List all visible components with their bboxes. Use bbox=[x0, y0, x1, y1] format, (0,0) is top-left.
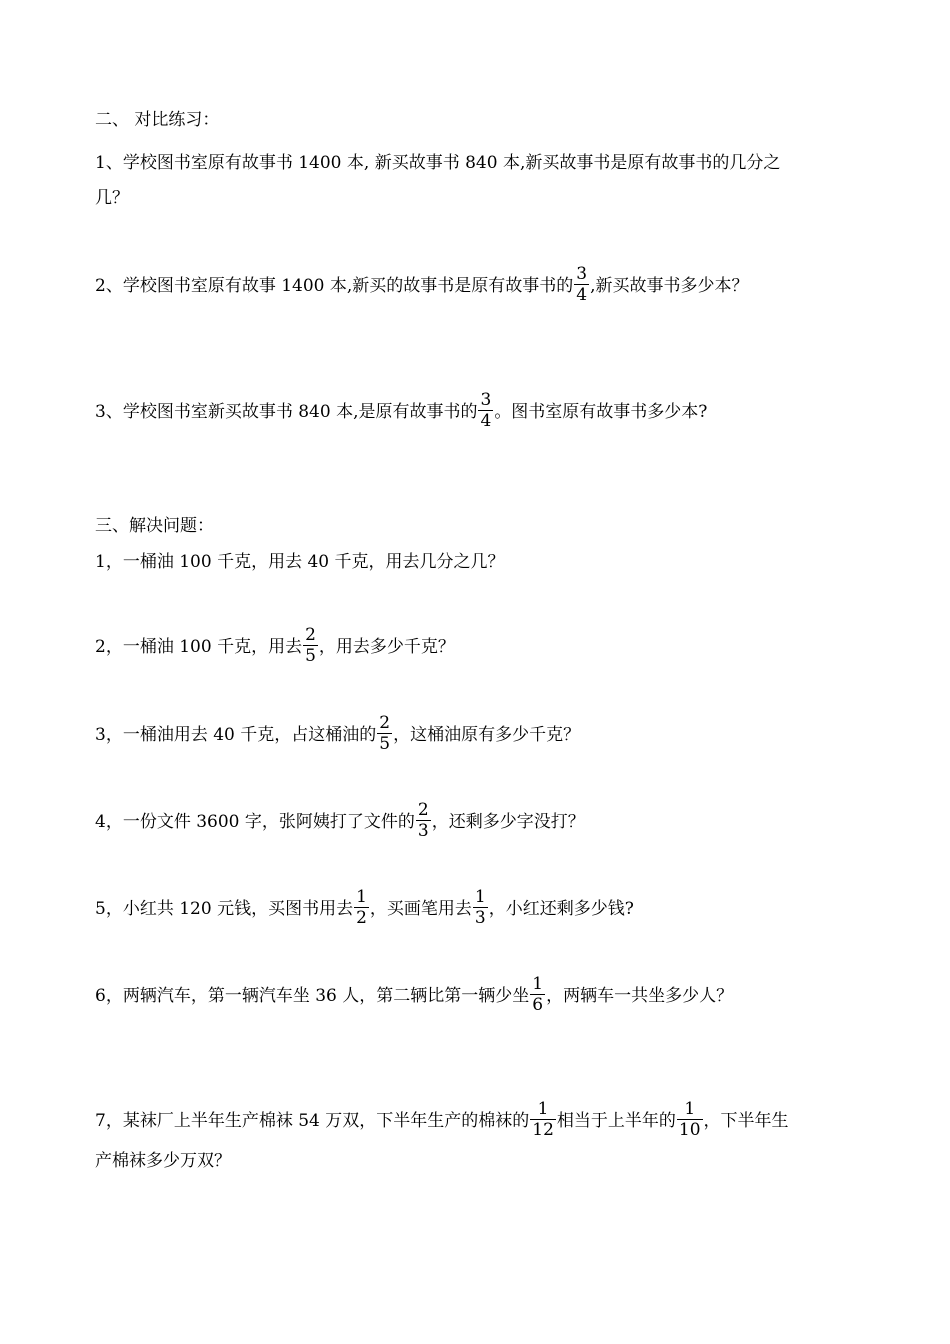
fraction-numerator: 1 bbox=[356, 887, 367, 907]
p4-fraction bbox=[416, 800, 431, 841]
fraction-denominator: 10 bbox=[678, 1120, 701, 1140]
fraction-denominator: 4 bbox=[576, 285, 588, 305]
section2-heading: 二、 对比练习： bbox=[95, 110, 220, 130]
p5-fraction-1 bbox=[354, 887, 369, 928]
fraction-numerator: 1 bbox=[530, 1099, 556, 1120]
p7-text-post: ，下半年生 bbox=[703, 1111, 789, 1131]
p4-text-post: ，还剩多少字没打？ bbox=[431, 812, 585, 832]
q2-text-post: ,新买故事书多少本？ bbox=[590, 276, 749, 296]
q2-text-pre: 2、学校图书室原有故事 1400 本,新买的故事书是原有故事书的 bbox=[95, 276, 574, 296]
fraction-numerator: 3 bbox=[480, 390, 492, 410]
fraction-denominator: 5 bbox=[305, 646, 316, 666]
fraction-denominator: 3 bbox=[417, 821, 429, 841]
p2-fraction bbox=[303, 625, 318, 666]
section2-q1-line2: 几？ bbox=[95, 188, 129, 208]
fraction-numerator: 2 bbox=[305, 625, 316, 645]
p7-fraction-2 bbox=[677, 1099, 703, 1140]
section2-q3 bbox=[95, 392, 707, 433]
p6-text-post: ，两辆车一共坐多少人？ bbox=[546, 986, 734, 1006]
fraction-denominator: 5 bbox=[379, 734, 391, 754]
section3-p7-line1 bbox=[95, 1101, 789, 1142]
p7-text-mid: 相当于上半年的 bbox=[556, 1111, 676, 1131]
section3-p7-line2: 产棉袜多少万双？ bbox=[95, 1151, 231, 1171]
fraction-denominator: 2 bbox=[356, 908, 367, 928]
p5-text-mid: ，买画笔用去 bbox=[369, 899, 472, 919]
section2-q2 bbox=[95, 266, 749, 307]
fraction-denominator: 4 bbox=[480, 411, 492, 431]
fraction-numerator: 1 bbox=[677, 1099, 703, 1120]
p3-text-post: ，这桶油原有多少千克？ bbox=[393, 725, 581, 745]
p3-text-pre: 3，一桶油用去 40 千克，占这桶油的 bbox=[95, 725, 377, 745]
section3-p1: 1，一桶油 100 千克，用去 40 千克，用去几分之几？ bbox=[95, 552, 505, 572]
section3-p3 bbox=[95, 715, 580, 756]
section2-q1-line1: 1、学校图书室原有故事书 1400 本, 新买故事书 840 本,新买故事书是原有故事书的几分之 bbox=[95, 153, 781, 173]
q3-text-pre: 3、学校图书室新买故事书 840 本,是原有故事书的 bbox=[95, 402, 478, 422]
p3-fraction bbox=[377, 713, 392, 754]
fraction-denominator: 6 bbox=[532, 995, 544, 1015]
section3-p5 bbox=[95, 889, 634, 930]
fraction-denominator: 3 bbox=[474, 908, 486, 928]
section3-heading: 三、解决问题： bbox=[95, 516, 214, 536]
q3-text-post: 。图书室原有故事书多少本? bbox=[494, 402, 708, 422]
q2-fraction bbox=[574, 264, 589, 305]
fraction-denominator: 12 bbox=[532, 1120, 554, 1140]
p5-text-pre: 5，小红共 120 元钱，买图书用去 bbox=[95, 899, 354, 919]
fraction-numerator: 3 bbox=[576, 264, 588, 284]
p2-text-pre: 2，一桶油 100 千克，用去 bbox=[95, 637, 303, 657]
fraction-numerator: 1 bbox=[532, 974, 544, 994]
fraction-numerator: 2 bbox=[379, 713, 391, 733]
p5-fraction-2 bbox=[473, 887, 488, 928]
p4-text-pre: 4，一份文件 3600 字，张阿姨打了文件的 bbox=[95, 812, 415, 832]
section3-p2 bbox=[95, 627, 455, 668]
fraction-numerator: 2 bbox=[417, 800, 429, 820]
q3-fraction bbox=[478, 390, 493, 431]
p6-text-pre: 6，两辆汽车，第一辆汽车坐 36 人，第二辆比第一辆少坐 bbox=[95, 986, 530, 1006]
p2-text-post: ，用去多少千克？ bbox=[318, 637, 455, 657]
section3-p4 bbox=[95, 802, 585, 843]
p7-fraction-1 bbox=[530, 1099, 556, 1140]
section3-p6 bbox=[95, 976, 733, 1017]
p6-fraction bbox=[530, 974, 545, 1015]
fraction-numerator: 1 bbox=[474, 887, 486, 907]
p7-text-pre: 7，某袜厂上半年生产棉袜 54 万双，下半年生产的棉袜的 bbox=[95, 1111, 530, 1131]
p5-text-post: ，小红还剩多少钱? bbox=[488, 899, 634, 919]
